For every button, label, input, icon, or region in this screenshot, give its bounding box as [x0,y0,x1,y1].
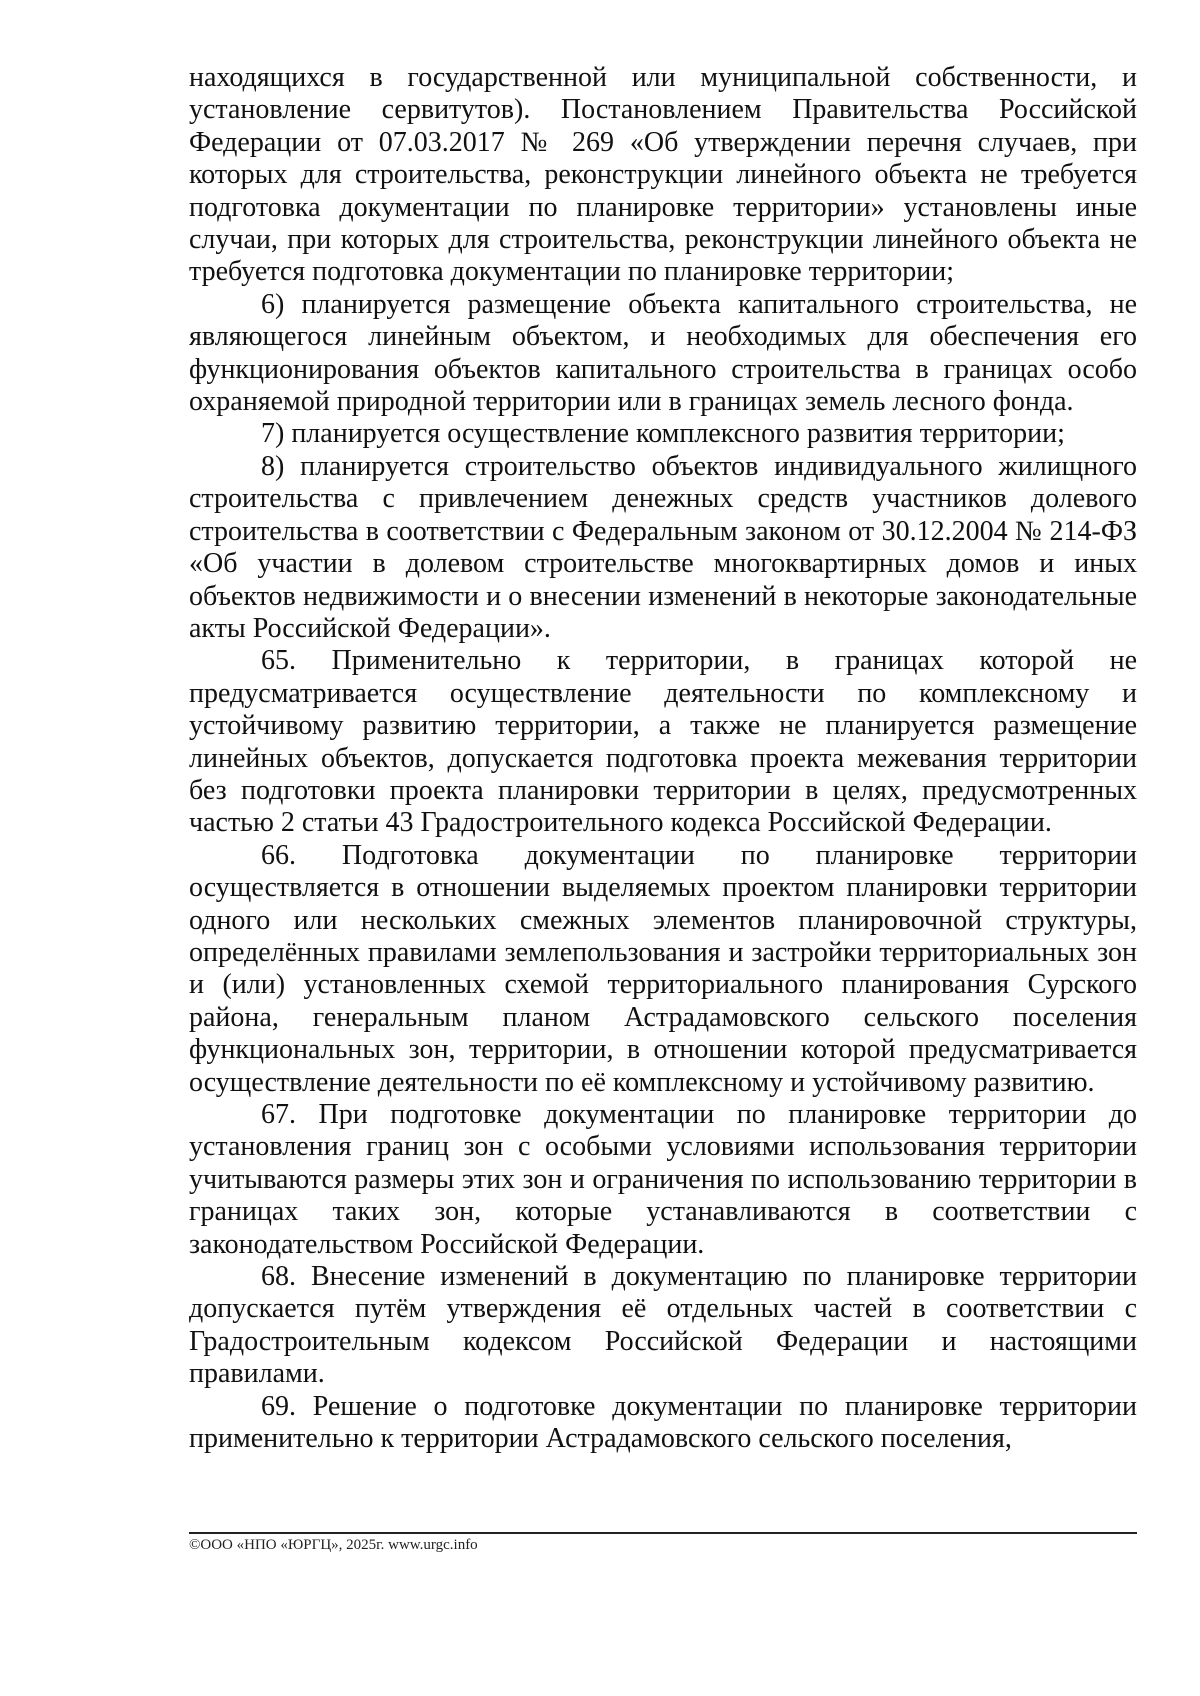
paragraph-65: 65. Применительно к территории, в границах которой не предусматривается осуществление деятельности по комплексному и устойчивому развитию территории, а также не планируется размещение линейных объектов, допускается подготовка проекта межевания территории без подготовки проекта планировки территории в целях, предусмотренных частью 2 статьи 43 Градостроительного кодекса Российской Федерации. [189,645,1137,839]
paragraph-continuation: находящихся в государственной или муниципальной собственности, и установление сервитутов). Постановлением Правительства Российской Федерации от 07.03.2017 № 269 «Об утверждении перечня случаев, при которых для строительства, реконструкции линейного объекта не требуется подготовка документации по планировке территории» установлены иные случаи, при которых для строительства, реконструкции линейного объекта не требуется подготовка документации по планировке территории; [189,62,1137,288]
footer-copyright: ©ООО «НПО «ЮРГЦ», 2025г. www.urgc.info [189,1537,478,1553]
paragraph-item-6: 6) планируется размещение объекта капитального строительства, не являющегося линейным объектом, и необходимых для обеспечения его функционирования объектов капитального строительства в границах особо охраняемой природной территории или в границах земель лесного фонда. [189,288,1137,418]
paragraph-67: 67. При подготовке документации по планировке территории до установления границ зон с особыми условиями использования территории учитываются размеры этих зон и ограничения по использованию территории в границах таких зон, которые устанавливаются в соответствии с законодательством Российской Федерации. [189,1099,1137,1260]
paragraph-68: 68. Внесение изменений в документацию по планировке территории допускается путём утверждения её отдельных частей в соответствии с Градостроительным кодексом Российской Федерации и настоящими правилами. [189,1261,1137,1390]
paragraph-66: 66. Подготовка документации по планировке территории осуществляется в отношении выделяемых проектом планировки территории одного или нескольких смежных элементов планировочной структуры, определённых правилами землепользования и застройки территориальных зон и (или) установленных схемой территориального планирования Сурского района, генеральным планом Астрадамовского сельского поселения функциональных зон, территории, в отношении которой предусматривается осуществление деятельности по её комплексному и устойчивому развитию. [189,839,1137,1098]
paragraph-item-7: 7) планируется осуществление комплексного развития территории; [261,418,1065,450]
document-body [189,62,1137,1455]
paragraph-69: 69. Решение о подготовке документации по планировке территории применительно к территории Астрадамовского сельского поселения, [189,1390,1137,1455]
footer-divider [189,1532,1137,1534]
paragraph-item-8: 8) планируется строительство объектов индивидуального жилищного строительства с привлечением денежных средств участников долевого строительства в соответствии с Федеральным законом от 30.12.2004 № 214-ФЗ «Об участии в долевом строительстве многоквартирных домов и иных объектов недвижимости и о внесении изменений в некоторые законодательные акты Российской Федерации». [189,450,1137,644]
